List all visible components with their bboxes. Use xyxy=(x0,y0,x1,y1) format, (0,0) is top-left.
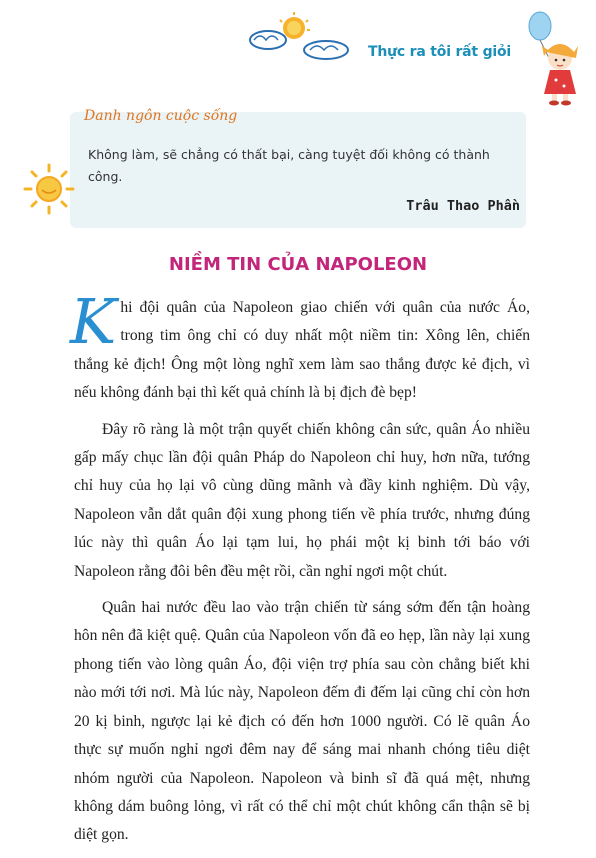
story-paragraph-2: Đây rõ ràng là một trận quyết chiến không cân sức, quân Áo nhiều gấp mấy chục lần đội quân Pháp do Napoleon chỉ huy, hơn nữa, tướng chỉ huy của họ lại vô cùng dũng mãnh và đầy kinh nghiệm. Dù vậy, Napoleon vẫn dắt quân đội xung phong tiến về phía trước, nhưng đúng lúc này thì quân Áo lại tạm lui, họ phái một kị binh tới báo với Napoleon rằng đôi bên đều mệt rồi, cần nghỉ ngơi một chút. xyxy=(74,420,530,580)
story-title: NIỀM TIN CỦA NAPOLEON xyxy=(168,254,428,275)
quote-heading: Danh ngôn cuộc sống xyxy=(84,108,238,124)
quote-text: Không làm, sẽ chẳng có thất bại, càng tuyệt đối không có thành công. xyxy=(88,147,490,184)
girl-with-balloon-illustration xyxy=(520,8,586,108)
sun-icon xyxy=(22,162,76,216)
story-body xyxy=(70,285,530,858)
drop-cap: K xyxy=(70,285,117,358)
book-running-title: Thực ra tôi rất giỏi xyxy=(368,44,512,60)
story-paragraph-1 xyxy=(70,285,530,408)
story-paragraph-3: Quân hai nước đều lao vào trận chiến từ sáng sớm đến tận hoàng hôn nên đã kiệt quệ. Quân của Napoleon vốn đã eo hẹp, lần này lại xung phong tiến vào lòng quân Áo, đội viện trợ phía sau còn chẳng biết khi nào mới tới nơi. Mà lúc này, Napoleon đếm đi đếm lại cũng chỉ còn hơn 20 kị binh, ngược lại kẻ địch có đến hơn 1000 người. Có lẽ quân Áo thực sự muốn nghỉ ngơi đêm nay để sáng mai nhanh chóng tiêu diệt nhóm người của Napoleon. Napoleon và binh sĩ đã quá mệt, nhưng không dám buông lỏng, vì rất có thể chỉ một chút không cẩn thận sẽ bị diệt gọn. xyxy=(74,599,530,844)
paragraph-text: hi đội quân của Napoleon giao chiến với quân của nước Áo, trong tim ông chỉ có duy nhất một niềm tin: Xông lên, chiến thắng kẻ địch! Ông một lòng nghĩ xem làm sao thắng được kẻ địch, vì nếu không đánh bại thì kết quả chính là bị địch đè bẹp! xyxy=(74,299,530,402)
quote-author: Trâu Thao Phần xyxy=(406,198,520,214)
clouds-sun-illustration xyxy=(246,10,356,62)
